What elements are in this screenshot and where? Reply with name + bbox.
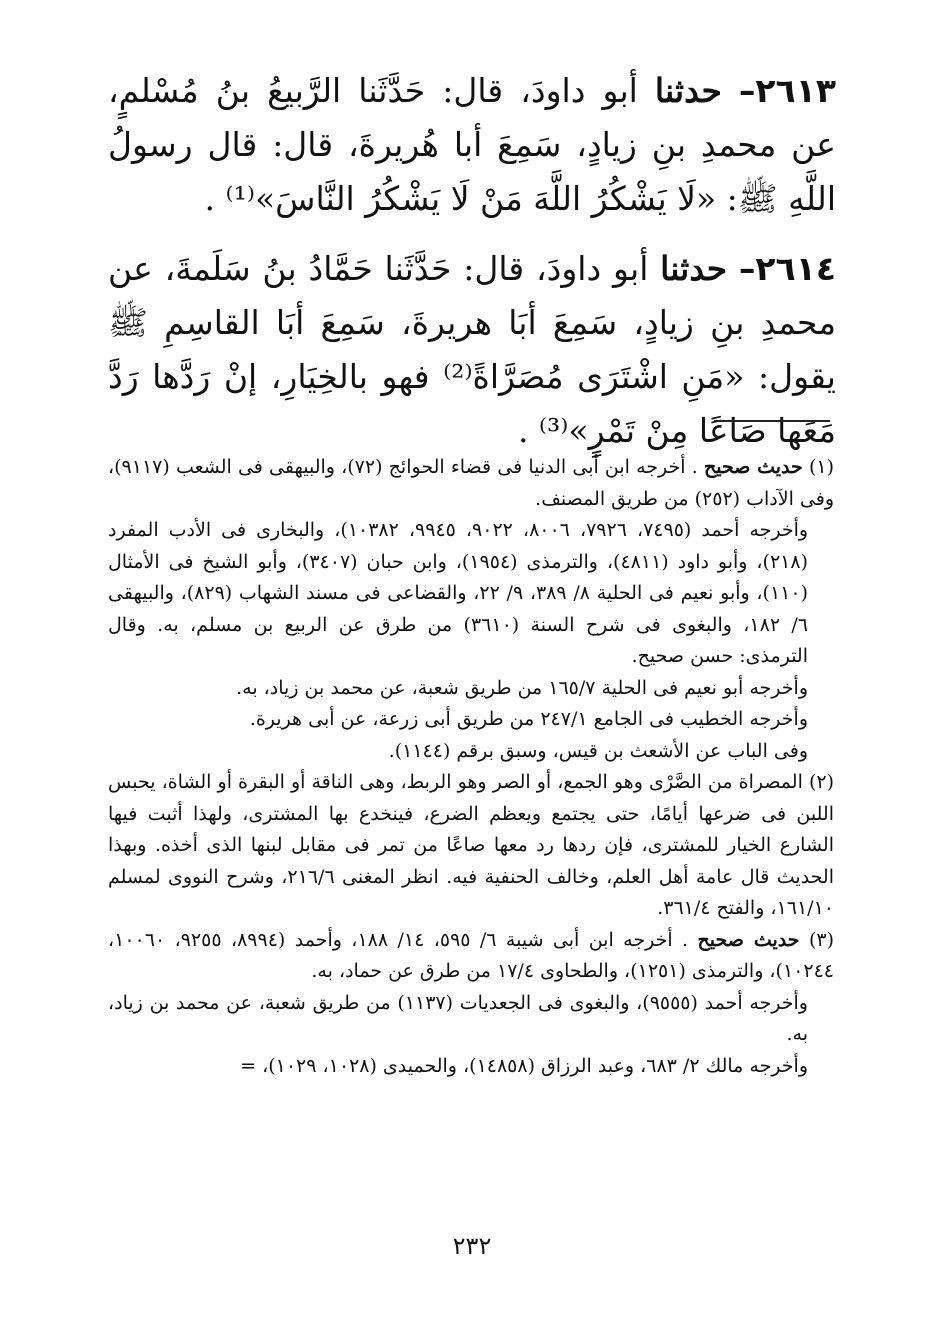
footnote-label: (٢) xyxy=(808,771,834,793)
footnote-3 xyxy=(108,925,834,988)
footnote-divider xyxy=(714,420,830,422)
hadith-number: ٢٦١٤– xyxy=(738,249,836,288)
footnotes xyxy=(108,452,834,1082)
hadith-text: أبو داودَ، قال: حَدَّثَنا حَمَّادُ بنُ سَلَمةَ، عن محمدِ بنِ زيادٍ، سَمِعَ أبَا هريرةَ، سَمِعَ أبَا القاسِمِ ﷺ يقول: «مَنِ اشْتَرَى مُصَرَّاةً⁽²⁾ فهو بالخِيَارِ، إنْ رَدَّها رَدَّ مَعَها صَاعًا مِنْ تَمْرٍ»⁽³⁾ . xyxy=(108,249,836,450)
footnote-3-para-3: وأخرجه مالك ٢/ ٦٨٣، وعبد الرزاق (١٤٨٥٨)، والحميدى (١٠٢٨، ١٠٢٩)، = xyxy=(240,1054,808,1077)
footnote-label: (١) xyxy=(808,456,834,478)
hadith-2614 xyxy=(108,242,836,458)
hadith-intro: حدثنا xyxy=(660,249,728,288)
footnote-1 xyxy=(108,452,834,515)
footnote-1-para-5: وفى الباب عن الأشعث بن قيس، وسبق برقم (١١٤٤). xyxy=(388,739,808,762)
page-number: ٢٣٢ xyxy=(452,1232,492,1260)
grading: حديث صحيح xyxy=(697,928,800,951)
footnote-1-para-4: وأخرجه الخطيب فى الجامع ٢٤٧/١ من طريق أبى زرعة، عن أبى هريرة. xyxy=(249,708,808,730)
footnote-label: (٣) xyxy=(808,928,835,951)
footnote-2 xyxy=(108,767,834,925)
footnote-text: . أخرجه ابن أبى الدنيا فى قضاء الحوائج (٧٢)، والبيهقى فى الشعب (٩١١٧)، وفى الآداب (٢٥٢) من طريق المصنف. xyxy=(108,456,834,510)
hadith-number: ٢٦١٣– xyxy=(738,71,836,110)
footnote-3-para-2: وأخرجه أحمد (٩٥٥٥)، والبغوى فى الجعديات (١١٣٧) من طريق شعبة، عن محمد بن زياد، به. xyxy=(108,991,808,1045)
hadith-paragraph xyxy=(108,242,836,458)
hadith-paragraph xyxy=(108,64,836,226)
footnote-text: المصراة من الصَّرْى وهو الجمع، أو الصر وهو الربط، وهى الناقة أو البقرة أو الشاة، يحبس اللبن فى ضرعها أيامًا، حتى يجتمع ويعظم الضرع، فينخدع بها المشترى، ولهذا أثبت فيها الشارع الخيار للمشترى، فإن ردها رد معها صاعًا من تمر فى مقابل لبنها الذى أخذه. وبهذا الحديث قال عامة أهل العلم، وخالف الحنفية فيه. انظر المغنى ٢١٦/٦، وشرح النووى لمسلم ١٦١/١٠، والفتح ٣٦١/٤. xyxy=(108,771,835,919)
footnote-1-para-3: وأخرجه أبو نعيم فى الحلية ١٦٥/٧ من طريق شعبة، عن محمد بن زياد، به. xyxy=(236,676,808,699)
footnote-1-para-2: وأخرجه أحمد (٧٤٩٥، ٧٩٢٦، ٨٠٠٦، ٩٠٢٢، ٩٩٤٥، ١٠٣٨٢)، والبخارى فى الأدب المفرد (٢١٨)، وأبو داود (٤٨١١)، والترمذى (١٩٥٤)، وابن حبان (٣٤٠٧)، وأبو الشيخ فى الأمثال (١١٠)، وأبو نعيم فى الحلية ٨/ ٣٨٩، ٩/ ٢٢، والقضاعى فى مسند الشهاب (٨٢٩)، والبيهقى ٦/ ١٨٢، والبغوى فى شرح السنة (٣٦١٠) من طرق عن الربيع بن مسلم، به. وقال الترمذى: حسن صحيح. xyxy=(108,519,809,667)
grading: حديث صحيح xyxy=(703,456,803,478)
hadith-text: أبو داودَ، قال: حَدَّثَنا الرَّبيعُ بنُ مُسْلمٍ، عن محمدِ بنِ زيادٍ، سَمِعَ أبا هُريرةَ، قال: قال رسولُ اللَّهِ ﷺ: «لَا يَشْكُرُ اللَّهَ مَنْ لَا يَشْكُرُ النَّاسَ»⁽¹⁾ . xyxy=(108,71,836,218)
footnote-text: . أخرجه ابن أبى شيبة ٦/ ٥٩٥، ١٤/ ١٨٨، وأحمد (٨٩٩٤، ٩٢٥٥، ١٠٠٦٠، ١٠٢٤٤)، والترمذى (١٢٥١)، والطحاوى ١٧/٤ من طرق عن حماد، به. xyxy=(108,928,834,982)
hadith-2613 xyxy=(108,64,836,226)
hadith-intro: حدثنا xyxy=(654,71,722,110)
